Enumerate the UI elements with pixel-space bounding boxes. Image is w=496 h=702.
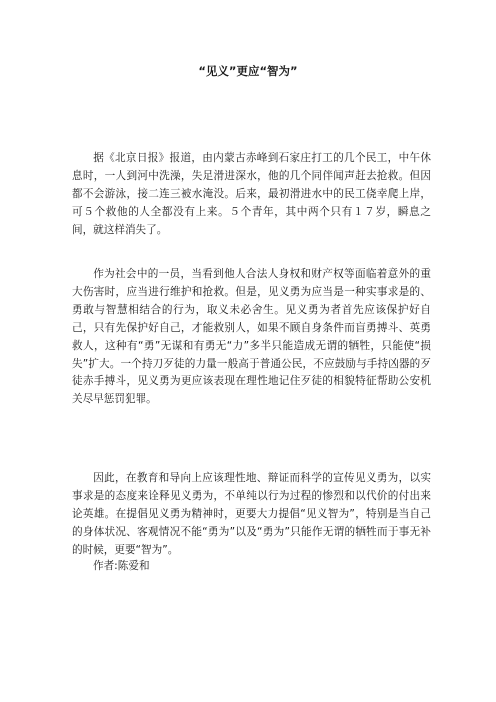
author-line: 作者:陈爱和 [93,560,150,572]
article-paragraph-2: 作为社会中的一员，当看到他人合法人身权和财产权等面临着意外的重大伤害时，应当进行维护和抢救。但是，见义勇为应当是一种实事求是的、勇敢与智慧相结合的行为，取义未必舍生。见义勇为者首先应该保护好自己，只有先保护好自己，才能救别人，如果不顾自身条件而盲勇搏斗、英勇救人，这种有“勇”无谋和有勇无“力”多半只能造成无谓的牺牲，只能使“损失”扩大。一个持刀歹徒的力量一般高于普通公民，不应鼓励与手持凶器的歹徒赤手搏斗，见义勇为更应该表现在理性地记住歹徒的相貌特征帮助公安机关尽早惩罚犯罪。 [72,268,431,406]
article-paragraph-3: 因此，在教育和导向上应该理性地、辩证而科学的宣传见义勇为，以实事求是的态度来诠释见义勇为，不单纯以行为过程的惨烈和以代价的付出来论英雄。在提倡见义勇为精神时，更要大力提倡“见义智为”，特别是当自己的身体状况、客观情况不能“勇为”以及“勇为”只能作无谓的牺牲而于事无补的时候，更要“智为”。 [72,472,431,556]
article-title: “见义”更应“智为” [198,64,298,78]
article-paragraph-1: 据《北京日报》报道，由内蒙古赤峰到石家庄打工的几个民工，中午休息时，一人到河中洗澡，失足滑进深水，他的几个同伴闻声赶去抢救。但因都不会游泳，接二连三被水淹没。后来，最初滑进水中的民工侥幸爬上岸，可５个救他的人全都没有上来。５个青年，其中两个只有１７岁，瞬息之间，就这样消失了。 [72,152,431,236]
